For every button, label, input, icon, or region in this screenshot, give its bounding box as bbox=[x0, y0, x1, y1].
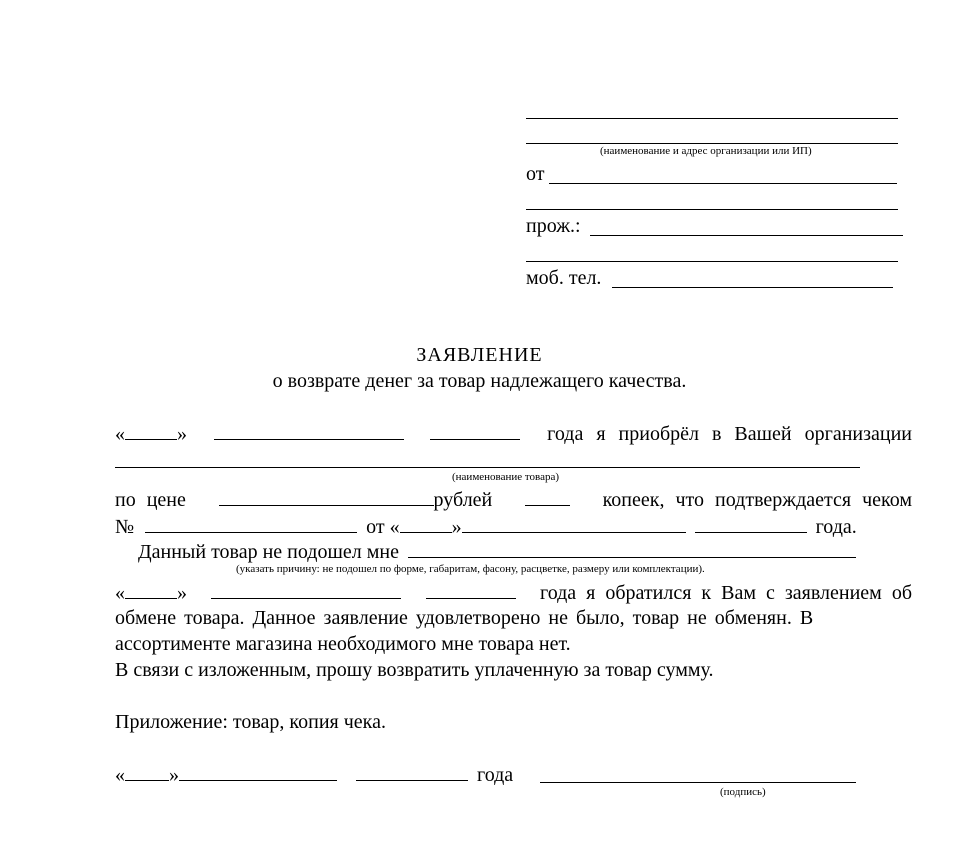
residence-label: прож.: bbox=[526, 215, 581, 237]
not-suitable-text: Данный товар не подошел мне bbox=[138, 541, 399, 563]
price-rubles-field[interactable] bbox=[219, 489, 434, 506]
phone-label: моб. тел. bbox=[526, 267, 602, 289]
receipt-day-field[interactable] bbox=[400, 516, 452, 533]
signature-caption: (подпись) bbox=[720, 786, 766, 798]
footer-month-field[interactable] bbox=[179, 764, 337, 781]
residence-line[interactable] bbox=[590, 235, 903, 236]
purchase-day-field[interactable] bbox=[125, 423, 177, 440]
footer-year-word: года bbox=[477, 764, 514, 786]
price-line bbox=[115, 489, 912, 510]
request-line: В связи с изложенным, прошу возвратить уплаченную за товар сумму. bbox=[115, 659, 714, 681]
not-suitable-line bbox=[138, 541, 856, 562]
document-subtitle: о возврате денег за товар надлежащего качества. bbox=[272, 370, 687, 392]
purchase-text: года я приобрёл в Вашей организации bbox=[547, 423, 912, 445]
purchase-date-group: « » bbox=[115, 423, 187, 445]
appeal-line bbox=[115, 582, 912, 603]
receipt-line: № от « » года. bbox=[115, 516, 857, 538]
footer-date: « » года bbox=[115, 764, 514, 786]
receipt-year-field[interactable] bbox=[695, 516, 807, 533]
assortment-line: ассортименте магазина необходимого мне товара нет. bbox=[115, 633, 571, 655]
reason-field[interactable] bbox=[408, 541, 856, 558]
from-line-2[interactable] bbox=[526, 209, 898, 210]
kopecks-text: копеек, что подтверждается чеком bbox=[602, 489, 912, 511]
product-caption: (наименование товара) bbox=[452, 471, 560, 483]
appeal-text: года я обратился к Вам с заявлением об bbox=[539, 582, 912, 604]
rubles-label: рублей bbox=[433, 489, 493, 511]
org-name-line-1[interactable] bbox=[526, 118, 898, 119]
reason-caption: (указать причину: не подошел по форме, габаритам, фасону, расцветке, размеру или комплектации). bbox=[236, 563, 705, 575]
receipt-number-field[interactable] bbox=[145, 516, 357, 533]
purchase-month-field[interactable] bbox=[214, 423, 404, 440]
residence-line-2[interactable] bbox=[526, 261, 898, 262]
exchange-line: обмене товара. Данное заявление удовлетворено не было, товар не обменян. В bbox=[115, 607, 814, 629]
purchase-line bbox=[115, 423, 912, 444]
receipt-month-field[interactable] bbox=[462, 516, 686, 533]
number-sign: № bbox=[115, 516, 135, 538]
footer-day-field[interactable] bbox=[125, 764, 169, 781]
price-label: по цене bbox=[115, 489, 186, 511]
signature-line[interactable] bbox=[540, 782, 856, 783]
receipt-year-word: года. bbox=[815, 516, 857, 538]
appeal-day-field[interactable] bbox=[125, 582, 177, 599]
price-kopecks-field[interactable] bbox=[525, 489, 570, 506]
appeal-date-group: « » bbox=[115, 582, 187, 604]
price-rubles-group bbox=[219, 489, 493, 510]
appeal-month-field[interactable] bbox=[211, 582, 401, 599]
purchase-year-field[interactable] bbox=[430, 423, 520, 440]
footer-year-field[interactable] bbox=[356, 764, 468, 781]
org-name-line-2[interactable] bbox=[526, 143, 898, 144]
org-caption: (наименование и адрес организации или ИП) bbox=[600, 145, 812, 157]
product-name-line[interactable] bbox=[115, 467, 860, 468]
from-line[interactable] bbox=[549, 183, 897, 184]
appeal-year-field[interactable] bbox=[426, 582, 516, 599]
document-title: ЗАЯВЛЕНИЕ bbox=[416, 344, 543, 366]
attachment-line: Приложение: товар, копия чека. bbox=[115, 711, 386, 733]
receipt-from: от bbox=[366, 516, 385, 538]
phone-line[interactable] bbox=[612, 287, 893, 288]
from-label: от bbox=[526, 163, 545, 185]
